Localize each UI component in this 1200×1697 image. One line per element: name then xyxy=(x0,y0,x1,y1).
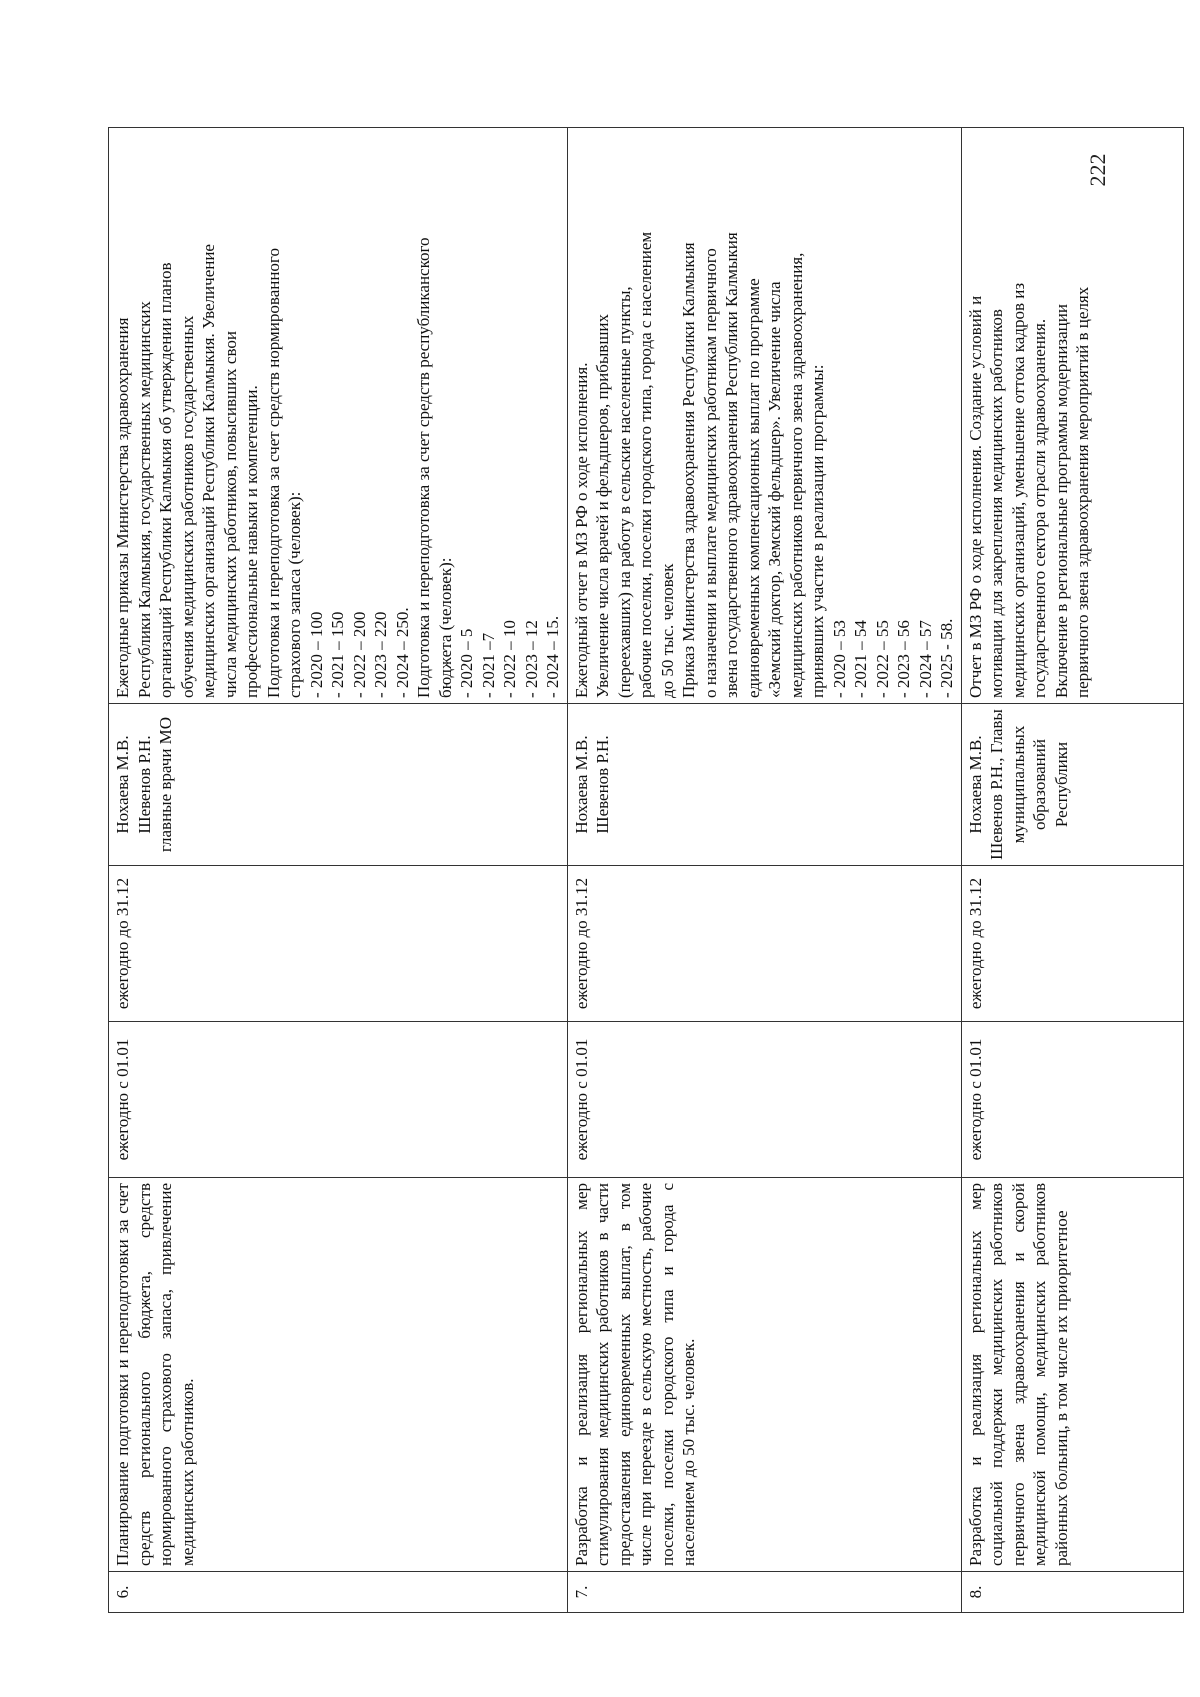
expected-result xyxy=(109,128,568,704)
result-line: мотивации для закрепления медицинских работников xyxy=(987,309,1006,698)
responsible: Нохаева М.В. Шевенов Р.Н., Главы муниципальных образований Республики xyxy=(961,704,1183,866)
measure-name: Разработка и реализация региональных мер стимулирования медицинских работников в части предоставления единовременных выплат, в том числе при переезде в сельскую местность, рабочие поселки, поселки городского типа и города с населением до 50 тыс. человек. xyxy=(567,1178,961,1572)
result-line: государственного сектора отрасли здравоохранения. xyxy=(1030,318,1049,698)
result-line: рабочие поселки, поселки городского типа, города с населением xyxy=(636,231,655,698)
result-line: первичного звена здравоохранения мероприятий в целях xyxy=(1073,286,1092,698)
result-line: - 2021 –7 xyxy=(478,632,498,698)
result-line: Увеличение числа врачей и фельдшеров, прибывших xyxy=(593,313,612,698)
row-number: 7. xyxy=(567,1572,961,1613)
result-line: - 2020 – 100 xyxy=(306,611,326,698)
end-date: ежегодно до 31.12 xyxy=(109,866,568,1022)
result-line: - 2025 - 58. xyxy=(937,618,956,698)
measure-name: Планирование подготовки и переподготовки за счет средств регионального бюджета, средств нормированного страхового запаса, привлечение медицинских работников. xyxy=(109,1178,568,1572)
result-line: медицинских работников первичного звена здравоохранения, xyxy=(786,252,806,698)
responsible: Нохаева М.В. Шевенов Р.Н. главные врачи МО xyxy=(109,704,568,866)
page-number: 222 xyxy=(1085,153,1110,187)
result-line: единовременных компенсационных выплат по программе xyxy=(743,278,763,698)
result-line: - 2021 – 150 xyxy=(328,611,347,698)
result-line: числа медицинских работников, повысивших свои xyxy=(220,331,240,698)
result-line: звена государственного здравоохранения Республики Калмыкия xyxy=(722,232,741,698)
start-date: ежегодно с 01.01 xyxy=(109,1022,568,1178)
result-line: Ежегодный отчет в МЗ РФ о ходе исполнения. xyxy=(571,362,591,698)
result-line: (переехавших) на работу в сельские населенные пункты, xyxy=(614,286,634,698)
start-date: ежегодно с 01.01 xyxy=(961,1022,1183,1178)
result-line: «Земский доктор, Земский фельдшер». Увеличение числа xyxy=(765,281,784,698)
result-line: Республики Калмыкия, государственных медицинских xyxy=(134,301,154,698)
result-line: организаций Республики Калмыкия об утверждении планов xyxy=(156,262,175,698)
result-line: до 50 тыс. человек xyxy=(657,563,677,698)
result-line: Отчет в МЗ РФ о ходе исполнения. Создание условий и xyxy=(965,295,985,698)
rotated-table-page xyxy=(108,128,1092,1613)
result-line: - 2021 – 54 xyxy=(851,620,870,698)
result-line: медицинских организаций Республики Калмыкия. Увеличение xyxy=(199,244,218,698)
measure-name: Разработка и реализация региональных мер социальной поддержки медицинских работников первичного звена здравоохранения и скорой медицинской помощи, медицинских работников районных больниц, в том числе их приоритетное xyxy=(961,1178,1183,1572)
result-line: Подготовка и переподготовка за счет средств нормированного xyxy=(263,248,283,698)
end-date: ежегодно до 31.12 xyxy=(567,866,961,1022)
table-row xyxy=(109,128,568,1613)
result-line: Включение в региональные программы модернизации xyxy=(1051,304,1071,698)
result-line: - 2024 – 57 xyxy=(915,620,935,698)
result-line: - 2020 – 53 xyxy=(829,620,849,698)
responsible: Нохаева М.В. Шевенов Р.Н. xyxy=(567,704,961,866)
end-date: ежегодно до 31.12 xyxy=(961,866,1183,1022)
result-line: - 2022 – 10 xyxy=(500,620,519,698)
row-number: 6. xyxy=(109,1572,568,1613)
result-line: - 2024 – 250. xyxy=(392,607,412,698)
row-number: 8. xyxy=(961,1572,1183,1613)
expected-result xyxy=(567,128,961,704)
result-line: Ежегодные приказы Министерства здравоохранения xyxy=(113,317,132,698)
table-row xyxy=(567,128,961,1613)
result-line: - 2020 – 5 xyxy=(457,628,476,698)
result-line: - 2023 – 12 xyxy=(521,620,541,698)
result-line: страхового запаса (человек): xyxy=(285,491,304,698)
result-line: - 2024 – 15. xyxy=(543,615,562,698)
measures-table xyxy=(108,127,1184,1613)
table-row xyxy=(961,128,1183,1613)
result-line: о назначении и выплате медицинских работникам первичного xyxy=(700,248,720,698)
result-line: медицинских организаций, уменьшение оттока кадров из xyxy=(1008,282,1028,698)
start-date: ежегодно с 01.01 xyxy=(567,1022,961,1178)
result-line: Приказ Министерства здравоохранения Республики Калмыкия xyxy=(679,242,698,698)
expected-result xyxy=(961,128,1183,704)
result-line: Подготовка и переподготовка за счет средств республиканского xyxy=(414,237,433,698)
result-line: - 2022 – 200 xyxy=(349,611,369,698)
result-line: - 2022 – 55 xyxy=(872,620,892,698)
result-line: - 2023 – 220 xyxy=(371,611,390,698)
result-line: принявших участие в реализации программы: xyxy=(808,364,827,698)
result-line: - 2023 – 56 xyxy=(894,620,913,698)
result-line: бюджета (человек): xyxy=(435,557,455,698)
result-line: обучения медицинских работников государственных xyxy=(177,315,197,698)
result-line: профессиональные навыки и компетенции. xyxy=(242,385,261,698)
